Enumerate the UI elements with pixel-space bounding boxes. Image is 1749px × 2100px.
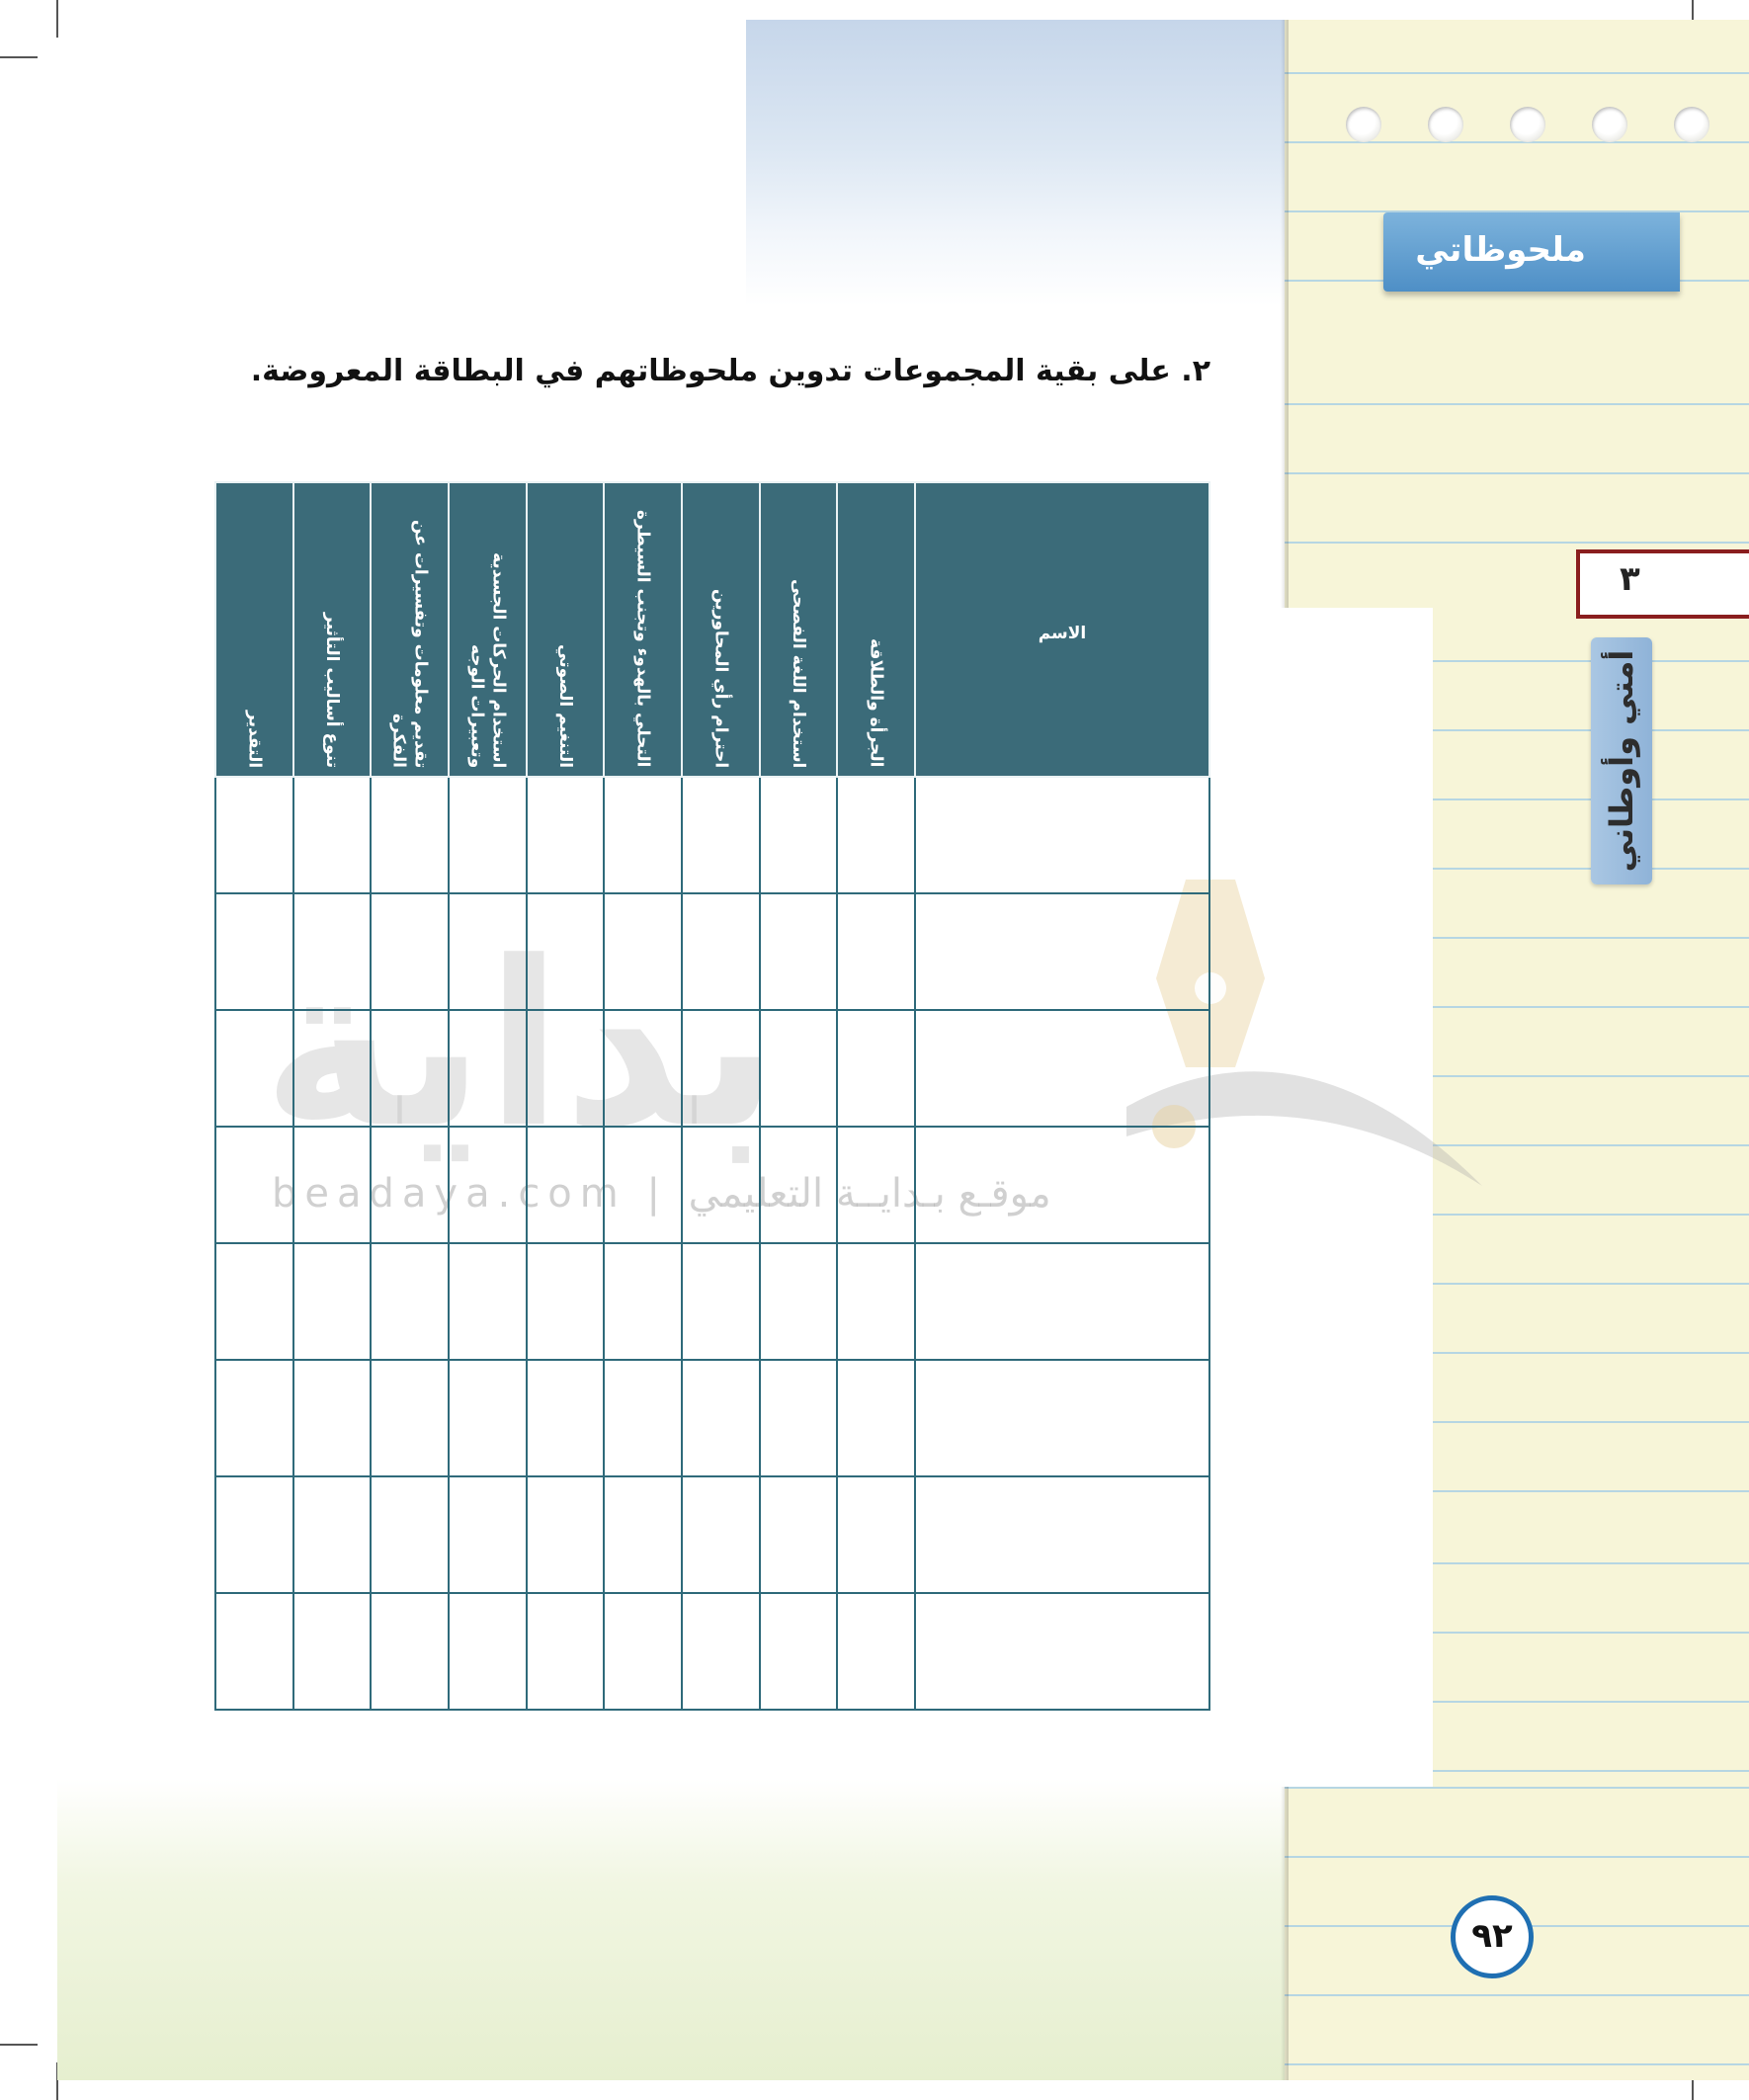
- rating-cell[interactable]: [527, 1360, 605, 1476]
- binder-hole-icon: [1510, 107, 1545, 142]
- rating-cell[interactable]: [215, 1127, 293, 1243]
- rating-cell[interactable]: [449, 1593, 527, 1710]
- rating-cell[interactable]: [293, 777, 372, 893]
- rating-cell[interactable]: [682, 1593, 760, 1710]
- rating-cell[interactable]: [604, 1360, 682, 1476]
- rating-cell[interactable]: [682, 1476, 760, 1593]
- rating-cell[interactable]: [449, 893, 527, 1010]
- header-criterion: استخدام اللغة الفصحى: [760, 482, 838, 777]
- table-row: [215, 1476, 1209, 1593]
- rating-cell[interactable]: [682, 893, 760, 1010]
- table-row: [215, 1593, 1209, 1710]
- rating-cell[interactable]: [215, 1360, 293, 1476]
- header-criterion: تنوع أساليب التأثير: [293, 482, 372, 777]
- rating-cell[interactable]: [215, 777, 293, 893]
- rating-cell[interactable]: [215, 1593, 293, 1710]
- rating-cell[interactable]: [604, 1476, 682, 1593]
- header-criterion: تقديم معلومات وتفسيرات عن الفكرة: [371, 482, 449, 777]
- rating-cell[interactable]: [215, 1476, 293, 1593]
- crop-mark: [0, 56, 38, 58]
- rating-cell[interactable]: [604, 1010, 682, 1127]
- rating-cell[interactable]: [682, 1127, 760, 1243]
- rating-cell[interactable]: [215, 1010, 293, 1127]
- rating-cell[interactable]: [604, 1593, 682, 1710]
- rating-cell[interactable]: [837, 1010, 915, 1127]
- rating-cell[interactable]: [449, 1243, 527, 1360]
- name-cell[interactable]: [915, 1593, 1209, 1710]
- rating-cell[interactable]: [837, 1593, 915, 1710]
- unit-number: ٣: [1620, 559, 1640, 599]
- table-header-row: [215, 482, 1209, 777]
- rating-cell[interactable]: [215, 893, 293, 1010]
- watermark-text: بداية: [262, 914, 780, 1178]
- rating-cell[interactable]: [449, 1127, 527, 1243]
- rating-cell[interactable]: [760, 1476, 838, 1593]
- header-gradient: [746, 20, 1285, 306]
- binder-hole-icon: [1592, 107, 1627, 142]
- instruction-text: ٢. على بقية المجموعات تدوين ملحوظاتهم في البطاقة المعروضة.: [250, 354, 1210, 388]
- rating-cell[interactable]: [371, 1127, 449, 1243]
- rating-cell[interactable]: [682, 777, 760, 893]
- rating-cell[interactable]: [604, 893, 682, 1010]
- name-cell[interactable]: [915, 1243, 1209, 1360]
- name-cell[interactable]: [915, 1476, 1209, 1593]
- table-row: [215, 893, 1209, 1010]
- notes-tab-label: ملحوظاتي: [1415, 230, 1586, 270]
- notes-tab: [1383, 212, 1680, 292]
- rating-cell[interactable]: [604, 1127, 682, 1243]
- rating-cell[interactable]: [449, 1476, 527, 1593]
- rating-cell[interactable]: [837, 1360, 915, 1476]
- rating-cell[interactable]: [837, 777, 915, 893]
- rating-cell[interactable]: [527, 1010, 605, 1127]
- table-row: [215, 1360, 1209, 1476]
- rating-cell[interactable]: [371, 893, 449, 1010]
- rating-cell[interactable]: [837, 1243, 915, 1360]
- header-criterion: التحلي بالهدوء وتجنب السيطرة: [604, 482, 682, 777]
- name-cell[interactable]: [915, 777, 1209, 893]
- crop-mark: [0, 2044, 38, 2046]
- table-row: [215, 1243, 1209, 1360]
- notebook-shadow: [1281, 20, 1289, 608]
- header-criterion: التنغيم الصوتي: [527, 482, 605, 777]
- rating-cell[interactable]: [527, 1127, 605, 1243]
- name-cell[interactable]: [915, 1127, 1209, 1243]
- header-rating: التقدير: [215, 482, 293, 777]
- rating-cell[interactable]: [293, 893, 372, 1010]
- rating-cell[interactable]: [760, 1243, 838, 1360]
- rating-cell[interactable]: [293, 1360, 372, 1476]
- rating-cell[interactable]: [837, 1476, 915, 1593]
- binder-hole-icon: [1428, 107, 1463, 142]
- table-row: [215, 1010, 1209, 1127]
- footer-gradient: [57, 1779, 1288, 2080]
- rating-cell[interactable]: [449, 1360, 527, 1476]
- unit-title-tab: [1591, 637, 1652, 884]
- rating-cell[interactable]: [682, 1243, 760, 1360]
- rating-cell[interactable]: [371, 1476, 449, 1593]
- rating-cell[interactable]: [760, 777, 838, 893]
- rating-cell[interactable]: [293, 1243, 372, 1360]
- unit-title: أمتي وأوطاني: [1603, 649, 1640, 873]
- binder-hole-icon: [1674, 107, 1709, 142]
- rating-cell[interactable]: [527, 777, 605, 893]
- rating-cell[interactable]: [682, 1360, 760, 1476]
- rating-cell[interactable]: [293, 1010, 372, 1127]
- rating-cell[interactable]: [449, 777, 527, 893]
- header-criterion: الجرأة والطلاقة: [837, 482, 915, 777]
- rating-cell[interactable]: [527, 1593, 605, 1710]
- rating-cell[interactable]: [215, 1243, 293, 1360]
- rating-cell[interactable]: [604, 777, 682, 893]
- name-cell[interactable]: [915, 893, 1209, 1010]
- rating-cell[interactable]: [293, 1593, 372, 1710]
- rating-cell[interactable]: [371, 1243, 449, 1360]
- rating-cell[interactable]: [527, 1243, 605, 1360]
- rating-cell[interactable]: [837, 893, 915, 1010]
- binder-hole-icon: [1346, 107, 1381, 142]
- rating-cell[interactable]: [371, 1593, 449, 1710]
- rating-cell[interactable]: [760, 1593, 838, 1710]
- rating-cell[interactable]: [760, 893, 838, 1010]
- watermark-subtext: beadaya.com | موقـع بـدايــة التعليمي: [272, 1171, 1051, 1217]
- rating-cell[interactable]: [760, 1127, 838, 1243]
- unit-number-box: [1576, 549, 1749, 619]
- name-cell[interactable]: [915, 1360, 1209, 1476]
- notebook-shadow: [1281, 1787, 1289, 2080]
- rating-cell[interactable]: [604, 1243, 682, 1360]
- rating-cell[interactable]: [527, 1476, 605, 1593]
- rating-cell[interactable]: [682, 1010, 760, 1127]
- name-cell[interactable]: [915, 1010, 1209, 1127]
- rating-cell[interactable]: [527, 893, 605, 1010]
- rating-cell[interactable]: [371, 1010, 449, 1127]
- rating-cell[interactable]: [293, 1127, 372, 1243]
- rating-cell[interactable]: [837, 1127, 915, 1243]
- table-row: [215, 777, 1209, 893]
- evaluation-table: [214, 481, 1210, 1711]
- header-criterion: احترام رأي المحاورين: [682, 482, 760, 777]
- rating-cell[interactable]: [760, 1360, 838, 1476]
- page-margin: [1285, 608, 1433, 1787]
- crop-mark: [56, 0, 58, 38]
- rating-cell[interactable]: [371, 777, 449, 893]
- page-number: ٩٢: [1451, 1895, 1534, 1978]
- rating-cell[interactable]: [371, 1360, 449, 1476]
- header-name: الاسم: [915, 482, 1209, 777]
- rating-cell[interactable]: [293, 1476, 372, 1593]
- rating-cell[interactable]: [760, 1010, 838, 1127]
- rating-cell[interactable]: [449, 1010, 527, 1127]
- header-criterion: استخدام الحركات الجسدية وتعبيرات الوجه: [449, 482, 527, 777]
- table-row: [215, 1127, 1209, 1243]
